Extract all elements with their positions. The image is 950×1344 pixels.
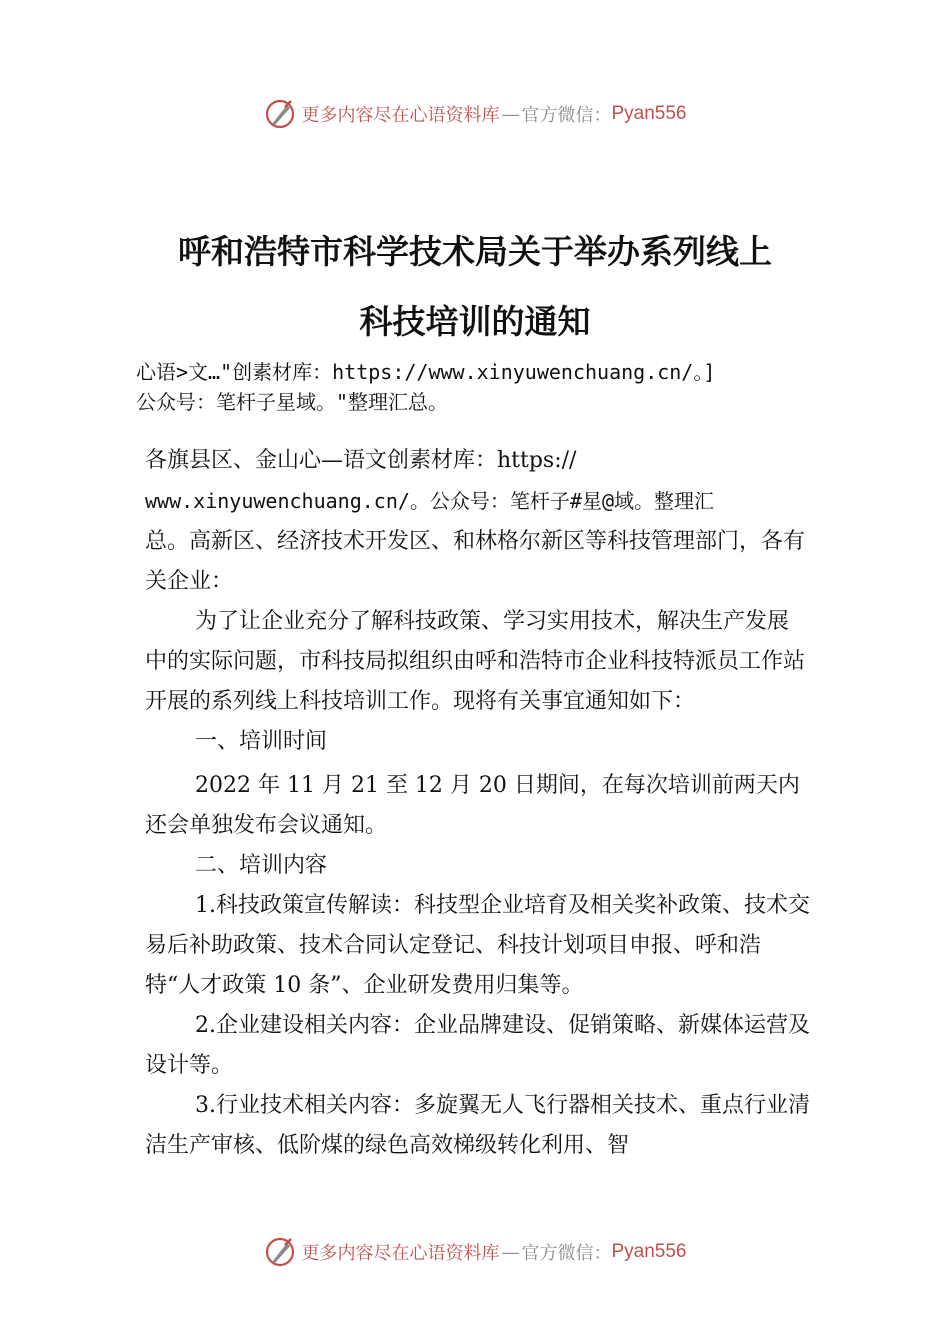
watermark-header: [0, 94, 950, 134]
watermark-footer: [0, 1232, 950, 1272]
recipients-part-3: 总。高新区、经济技术开发区、和林格尔新区等科技管理部门，各有关企业：: [145, 529, 806, 594]
recipients-part-1: 各旗县区、金山心—语文创素材库：https://: [145, 448, 577, 473]
document-title-line-2: 科技培训的通知: [359, 302, 591, 341]
watermark-separator: —: [501, 1241, 520, 1263]
recipients-paragraph: [145, 441, 810, 602]
watermark-wechat-id: Pyan556: [611, 103, 687, 124]
document-body: [145, 441, 810, 1166]
section-2-heading: 二、培训内容: [195, 853, 328, 878]
watermark-main-text: 更多内容尽在心语资料库: [301, 105, 500, 126]
watermark-main-text: 更多内容尽在心语资料库: [301, 1243, 500, 1264]
watermark-separator: —: [501, 103, 520, 125]
watermark-wechat-id: Pyan556: [611, 1241, 687, 1262]
section-1-text: 2022 年 11 月 21 至 12 月 20 日期间，在每次培训前两天内还会单独发布会议通知。: [145, 773, 800, 838]
watermark-sub-text: 官方微信：: [521, 105, 612, 126]
quill-logo-icon: [263, 1235, 297, 1269]
recipients-part-2: www.xinyuwenchuang.cn/。公众号：笔杆子#星@域。整理汇: [145, 489, 714, 513]
source-note-line-1: 心语>文…"创素材库：https://www.xinyuwenchuang.cn/。]: [136, 360, 716, 384]
section-1-heading: 一、培训时间: [195, 729, 328, 754]
source-note-line-2: 公众号：笔杆子星域。"整理汇总。: [136, 390, 449, 414]
item-1-paragraph: 1.科技政策宣传解读：科技型企业培育及相关奖补政策、技术交易后补助政策、技术合同认定登记、科技计划项目申报、呼和浩特“人才政策 10 条”、企业研发费用归集等。: [145, 893, 810, 998]
item-3-paragraph: 3.行业技术相关内容：多旋翼无人飞行器相关技术、重点行业清洁生产审核、低阶煤的绿色高效梯级转化利用、智: [145, 1093, 810, 1158]
item-2-paragraph: 2.企业建设相关内容：企业品牌建设、促销策略、新媒体运营及设计等。: [145, 1013, 810, 1078]
intro-paragraph: 为了让企业充分了解科技政策、学习实用技术，解决生产发展中的实际问题，市科技局拟组织由呼和浩特市企业科技特派员工作站开展的系列线上科技培训工作。现将有关事宜通知如下：: [145, 609, 806, 714]
watermark-sub-text: 官方微信：: [521, 1243, 612, 1264]
quill-logo-icon: [263, 97, 297, 131]
document-title-line-1: 呼和浩特市科学技术局关于举办系列线上: [178, 232, 772, 271]
